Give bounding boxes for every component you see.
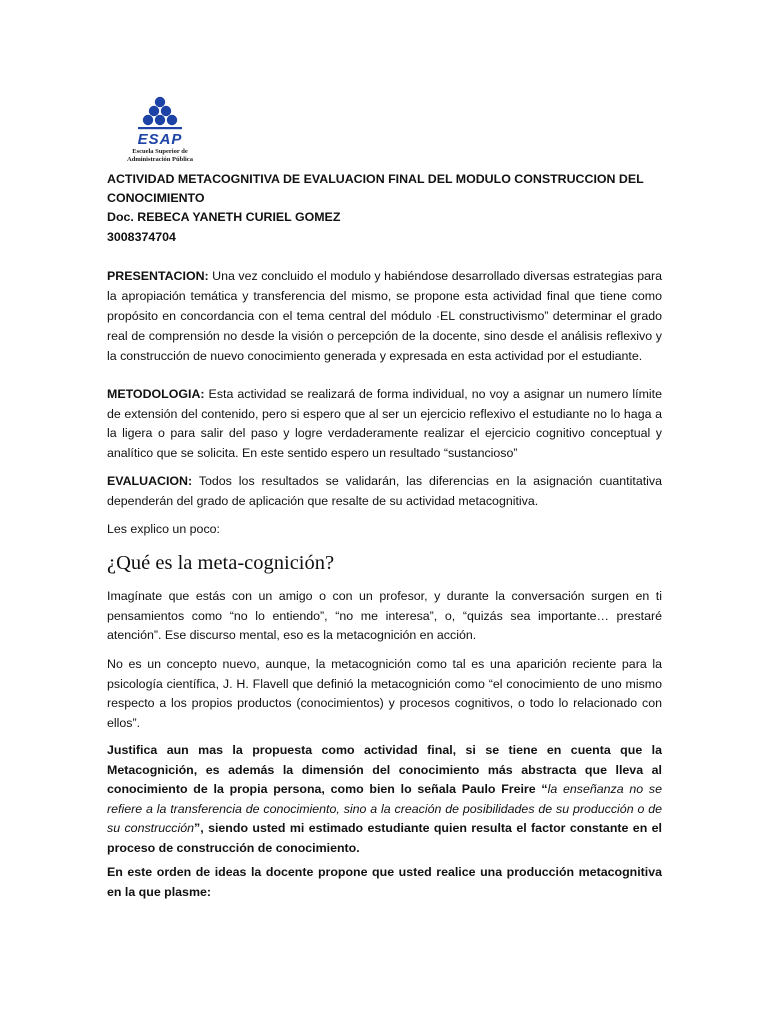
metodologia-label: METODOLOGIA: bbox=[107, 387, 205, 401]
paragraph-2-text: No es un concepto nuevo, aunque, la metacognición como tal es una aparición reciente para la psicología científica, J. H. Flavell que definió la metacognición como “el conocimiento de uno mismo respecto a los propios productos (conocimientos) y procesos cognitivos, o todo lo relacionado con ellos”. bbox=[107, 657, 662, 730]
logo-acronym: ESAP bbox=[137, 131, 183, 148]
teacher-name: Doc. REBECA YANETH CURIEL GOMEZ bbox=[107, 210, 341, 225]
paragraph-4 bbox=[107, 863, 662, 902]
section-heading: ¿Qué es la meta-cognición? bbox=[107, 552, 335, 574]
paragraph-2 bbox=[107, 655, 662, 733]
evaluacion-label: EVALUACION: bbox=[107, 474, 193, 488]
presentacion-label: PRESENTACION: bbox=[107, 269, 209, 283]
logo-caption-line1: Escuela Superior de bbox=[132, 148, 188, 155]
section-evaluacion bbox=[107, 472, 662, 511]
section-metodologia bbox=[107, 385, 662, 463]
paragraph-1 bbox=[107, 587, 662, 646]
metodologia-text: Esta actividad se realizará de forma individual, no voy a asignar un numero límite de extensión del contenido, pero si espero que al ser un ejercicio reflexivo el estudiante no lo haga a la ligera o para salir del paso y logre verdaderamente realizar el ejercicio cognitivo conceptual y analítico que se solicita. En este sentido espero un resultado “sustancioso” bbox=[107, 387, 662, 460]
phone-number: 3008374704 bbox=[107, 229, 176, 244]
logo-caption-line2: Administración Pública bbox=[127, 156, 193, 163]
presentacion-text: Una vez concluido el modulo y habiéndose desarrollado diversas estrategias para la apropiación temática y transferencia del mismo, se propone esta actividad final que tiene como propósito en concordancia con el tema central del módulo ·EL constructivismo” determinar el grado real de comprensión no desde la visión o percepción de la docente, sino desde el análisis reflexivo y la construcción de nuevo conocimiento generada y expresada en esta actividad por el estudiante. bbox=[107, 269, 662, 363]
esap-emblem-icon bbox=[116, 94, 204, 148]
document-header bbox=[107, 170, 663, 247]
evaluacion-text: Todos los resultados se validarán, las diferencias en la asignación cuantitativa dependerán del grado de aplicación que resalte de su actividad metacognitiva. bbox=[107, 474, 662, 508]
paragraph-1-text: Imagínate que estás con un amigo o con un profesor, y durante la conversación surgen en ti pensamientos como “no lo entiendo”, “no me interesa”, o, “quizás sea importante… prestaré atención”. Ese discurso mental, eso es la metacognición en acción. bbox=[107, 589, 662, 643]
paragraph-4-text: En este orden de ideas la docente propone que usted realice una producción metacognitiva en la que plasme: bbox=[107, 865, 662, 899]
paragraph-3 bbox=[107, 741, 662, 859]
paragraph-3-before: Justifica aun mas la propuesta como actividad final, si se tiene en cuenta que la Metacognición, es además la dimensión del conocimiento más abstracta que lleva al conocimiento de la propia persona, como bien lo señala Paulo Freire “ bbox=[107, 743, 662, 797]
title-line1: ACTIVIDAD METACOGNITIVA DE EVALUACION FINAL DEL MODULO CONSTRUCCION DEL bbox=[107, 172, 644, 186]
title-line2: CONOCIMIENTO bbox=[107, 191, 205, 206]
intro-text: Les explico un poco: bbox=[107, 522, 220, 536]
paragraph-3-after: ”, siendo usted mi estimado estudiante quien resulta el factor constante en el proceso de construcción de conocimiento. bbox=[107, 821, 662, 855]
intro-line bbox=[107, 520, 662, 540]
section-presentacion bbox=[107, 266, 662, 366]
esap-logo bbox=[116, 94, 204, 166]
freire-quote: la enseñanza no se refiere a la transferencia de conocimiento, sino a la creación de posibilidades de su producción o de su construcción bbox=[107, 782, 663, 836]
